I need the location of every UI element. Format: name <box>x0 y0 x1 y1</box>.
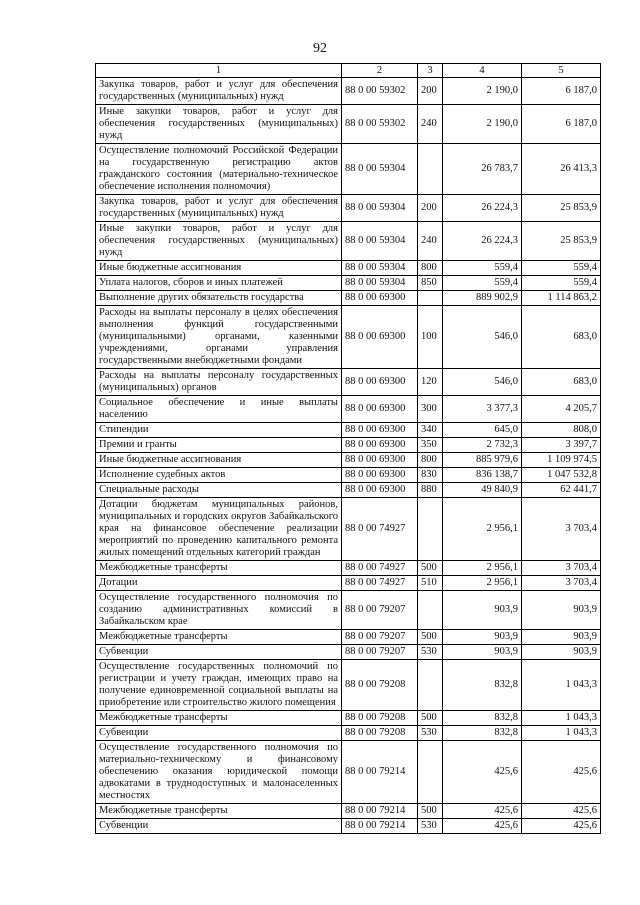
row-name: Осуществление полномочий Российской Федерации на государственную регистрацию актов гражданского состояния (материально-техническое обеспечение исполнения полномочия) <box>96 144 342 195</box>
row-name: Исполнение судебных актов <box>96 468 342 483</box>
row-value-col4: 49 840,9 <box>443 483 522 498</box>
row-value-col4: 2 956,1 <box>443 498 522 561</box>
row-name: Межбюджетные трансферты <box>96 804 342 819</box>
row-value-col5: 903,9 <box>522 645 601 660</box>
budget-table <box>95 63 601 834</box>
table-row <box>96 291 601 306</box>
table-row <box>96 438 601 453</box>
row-name: Субвенции <box>96 819 342 834</box>
row-code: 88 0 00 79207 <box>342 630 418 645</box>
row-code: 88 0 00 79207 <box>342 645 418 660</box>
row-name: Дотации <box>96 576 342 591</box>
row-name: Иные закупки товаров, работ и услуг для обеспечения государственных (муниципальных) нужд <box>96 105 342 144</box>
row-type: 500 <box>418 711 443 726</box>
row-name: Закупка товаров, работ и услуг для обеспечения государственных (муниципальных) нужд <box>96 78 342 105</box>
row-type: 350 <box>418 438 443 453</box>
row-type: 510 <box>418 576 443 591</box>
table-row <box>96 423 601 438</box>
row-value-col5: 559,4 <box>522 276 601 291</box>
table-row <box>96 483 601 498</box>
row-type: 530 <box>418 726 443 741</box>
row-value-col5: 3 703,4 <box>522 576 601 591</box>
row-value-col5: 3 703,4 <box>522 561 601 576</box>
row-value-col5: 903,9 <box>522 630 601 645</box>
page-number: 92 <box>313 41 327 56</box>
row-code: 88 0 00 59302 <box>342 78 418 105</box>
row-name: Премии и гранты <box>96 438 342 453</box>
row-type: 500 <box>418 804 443 819</box>
table-row <box>96 804 601 819</box>
row-type: 240 <box>418 222 443 261</box>
row-value-col5: 6 187,0 <box>522 78 601 105</box>
table-row <box>96 711 601 726</box>
row-value-col5: 3 703,4 <box>522 498 601 561</box>
table-row <box>96 195 601 222</box>
row-value-col5: 4 205,7 <box>522 396 601 423</box>
table-row <box>96 261 601 276</box>
row-type <box>418 498 443 561</box>
row-value-col5: 808,0 <box>522 423 601 438</box>
row-code: 88 0 00 69300 <box>342 453 418 468</box>
row-name: Осуществление государственного полномочия по созданию административных комиссий в Забайкальском крае <box>96 591 342 630</box>
row-type: 500 <box>418 630 443 645</box>
row-code: 88 0 00 79208 <box>342 726 418 741</box>
row-type <box>418 291 443 306</box>
row-value-col4: 2 956,1 <box>443 561 522 576</box>
table-row <box>96 468 601 483</box>
row-value-col4: 2 732,3 <box>443 438 522 453</box>
row-value-col4: 836 138,7 <box>443 468 522 483</box>
row-type: 850 <box>418 276 443 291</box>
row-name: Расходы на выплаты персоналу государственных (муниципальных) органов <box>96 369 342 396</box>
row-value-col4: 559,4 <box>443 276 522 291</box>
row-code: 88 0 00 79214 <box>342 819 418 834</box>
row-value-col4: 832,8 <box>443 726 522 741</box>
row-value-col5: 1 109 974,5 <box>522 453 601 468</box>
row-value-col4: 425,6 <box>443 804 522 819</box>
table-row <box>96 819 601 834</box>
row-value-col5: 25 853,9 <box>522 195 601 222</box>
row-type: 120 <box>418 369 443 396</box>
row-code: 88 0 00 59302 <box>342 105 418 144</box>
table-row <box>96 576 601 591</box>
row-name: Иные бюджетные ассигнования <box>96 453 342 468</box>
row-name: Дотации бюджетам муниципальных районов, муниципальных и городских округов Забайкальского края на финансовое обеспечение реализации мероприятий по проведению капитального ремонта жилых помещений отдельных категорий граждан <box>96 498 342 561</box>
row-value-col4: 559,4 <box>443 261 522 276</box>
row-code: 88 0 00 74927 <box>342 576 418 591</box>
row-code: 88 0 00 74927 <box>342 561 418 576</box>
row-value-col5: 1 047 532,8 <box>522 468 601 483</box>
row-type: 500 <box>418 561 443 576</box>
row-value-col4: 2 956,1 <box>443 576 522 591</box>
table-row <box>96 561 601 576</box>
row-name: Стипендии <box>96 423 342 438</box>
row-name: Социальное обеспечение и иные выплаты населению <box>96 396 342 423</box>
row-code: 88 0 00 79208 <box>342 660 418 711</box>
row-type <box>418 660 443 711</box>
row-value-col4: 3 377,3 <box>443 396 522 423</box>
row-value-col4: 832,8 <box>443 711 522 726</box>
row-code: 88 0 00 69300 <box>342 468 418 483</box>
header-col-2: 2 <box>342 64 418 78</box>
row-name: Межбюджетные трансферты <box>96 711 342 726</box>
row-name: Специальные расходы <box>96 483 342 498</box>
row-type: 800 <box>418 453 443 468</box>
row-name: Субвенции <box>96 645 342 660</box>
row-code: 88 0 00 69300 <box>342 423 418 438</box>
row-name: Расходы на выплаты персоналу в целях обеспечения выполнения функций государственными (муниципальными) органами, казенными учреждениями, органами управления государственными внебюджетными фондами <box>96 306 342 369</box>
row-value-col5: 1 043,3 <box>522 726 601 741</box>
row-code: 88 0 00 79208 <box>342 711 418 726</box>
table-row <box>96 645 601 660</box>
row-value-col4: 2 190,0 <box>443 78 522 105</box>
table-row <box>96 222 601 261</box>
row-name: Субвенции <box>96 726 342 741</box>
row-code: 88 0 00 79214 <box>342 741 418 804</box>
row-type: 300 <box>418 396 443 423</box>
row-value-col5: 559,4 <box>522 261 601 276</box>
row-code: 88 0 00 69300 <box>342 483 418 498</box>
row-code: 88 0 00 59304 <box>342 222 418 261</box>
row-type: 880 <box>418 483 443 498</box>
table-row <box>96 369 601 396</box>
row-type: 200 <box>418 195 443 222</box>
row-name: Межбюджетные трансферты <box>96 630 342 645</box>
table-row <box>96 630 601 645</box>
row-value-col5: 425,6 <box>522 819 601 834</box>
row-name: Выполнение других обязательств государства <box>96 291 342 306</box>
row-type: 240 <box>418 105 443 144</box>
row-value-col5: 6 187,0 <box>522 105 601 144</box>
row-type: 200 <box>418 78 443 105</box>
row-value-col4: 26 224,3 <box>443 195 522 222</box>
row-code: 88 0 00 69300 <box>342 396 418 423</box>
header-col-3: 3 <box>418 64 443 78</box>
row-value-col4: 885 979,6 <box>443 453 522 468</box>
row-value-col5: 25 853,9 <box>522 222 601 261</box>
row-value-col5: 1 114 863,2 <box>522 291 601 306</box>
row-value-col5: 1 043,3 <box>522 711 601 726</box>
row-value-col5: 62 441,7 <box>522 483 601 498</box>
row-name: Осуществление государственного полномочия по материально-техническому и финансовому обеспечению оказания юридической помощи адвокатами в труднодоступных и малонаселенных местностях <box>96 741 342 804</box>
table-row <box>96 396 601 423</box>
row-value-col5: 683,0 <box>522 369 601 396</box>
row-value-col4: 546,0 <box>443 369 522 396</box>
header-col-5: 5 <box>522 64 601 78</box>
row-name: Иные бюджетные ассигнования <box>96 261 342 276</box>
row-code: 88 0 00 69300 <box>342 438 418 453</box>
row-code: 88 0 00 59304 <box>342 144 418 195</box>
row-value-col4: 645,0 <box>443 423 522 438</box>
row-value-col5: 26 413,3 <box>522 144 601 195</box>
table-row <box>96 453 601 468</box>
row-type: 530 <box>418 645 443 660</box>
row-code: 88 0 00 69300 <box>342 306 418 369</box>
row-value-col5: 683,0 <box>522 306 601 369</box>
row-name: Закупка товаров, работ и услуг для обеспечения государственных (муниципальных) нужд <box>96 195 342 222</box>
row-type: 340 <box>418 423 443 438</box>
row-value-col4: 26 783,7 <box>443 144 522 195</box>
row-code: 88 0 00 59304 <box>342 261 418 276</box>
row-value-col4: 903,9 <box>443 645 522 660</box>
row-name: Межбюджетные трансферты <box>96 561 342 576</box>
row-value-col4: 889 902,9 <box>443 291 522 306</box>
row-value-col4: 546,0 <box>443 306 522 369</box>
row-name: Иные закупки товаров, работ и услуг для обеспечения государственных (муниципальных) нужд <box>96 222 342 261</box>
header-col-1: 1 <box>96 64 342 78</box>
table-row <box>96 78 601 105</box>
row-value-col5: 425,6 <box>522 804 601 819</box>
row-code: 88 0 00 79207 <box>342 591 418 630</box>
row-name: Уплата налогов, сборов и иных платежей <box>96 276 342 291</box>
row-value-col4: 903,9 <box>443 630 522 645</box>
row-type: 530 <box>418 819 443 834</box>
table-row <box>96 591 601 630</box>
row-code: 88 0 00 59304 <box>342 276 418 291</box>
row-value-col4: 425,6 <box>443 819 522 834</box>
table-row <box>96 660 601 711</box>
row-code: 88 0 00 74927 <box>342 498 418 561</box>
table-row <box>96 726 601 741</box>
row-type <box>418 741 443 804</box>
row-type: 830 <box>418 468 443 483</box>
row-value-col4: 26 224,3 <box>443 222 522 261</box>
table-body <box>96 78 601 834</box>
row-value-col5: 425,6 <box>522 741 601 804</box>
table-row <box>96 306 601 369</box>
row-value-col5: 3 397,7 <box>522 438 601 453</box>
row-value-col4: 903,9 <box>443 591 522 630</box>
row-name: Осуществление государственных полномочий по регистрации и учету граждан, имеющих право на получение единовременной социальной выплаты на приобретение или строительство жилого помещения <box>96 660 342 711</box>
row-type <box>418 591 443 630</box>
header-row <box>96 64 601 78</box>
row-code: 88 0 00 79214 <box>342 804 418 819</box>
row-type: 100 <box>418 306 443 369</box>
row-value-col4: 425,6 <box>443 741 522 804</box>
row-value-col4: 2 190,0 <box>443 105 522 144</box>
table-row <box>96 276 601 291</box>
table-row <box>96 498 601 561</box>
table-row <box>96 144 601 195</box>
row-code: 88 0 00 69300 <box>342 291 418 306</box>
table-row <box>96 105 601 144</box>
row-value-col5: 903,9 <box>522 591 601 630</box>
row-value-col5: 1 043,3 <box>522 660 601 711</box>
table-row <box>96 741 601 804</box>
row-type: 800 <box>418 261 443 276</box>
header-col-4: 4 <box>443 64 522 78</box>
row-value-col4: 832,8 <box>443 660 522 711</box>
row-type <box>418 144 443 195</box>
row-code: 88 0 00 69300 <box>342 369 418 396</box>
row-code: 88 0 00 59304 <box>342 195 418 222</box>
